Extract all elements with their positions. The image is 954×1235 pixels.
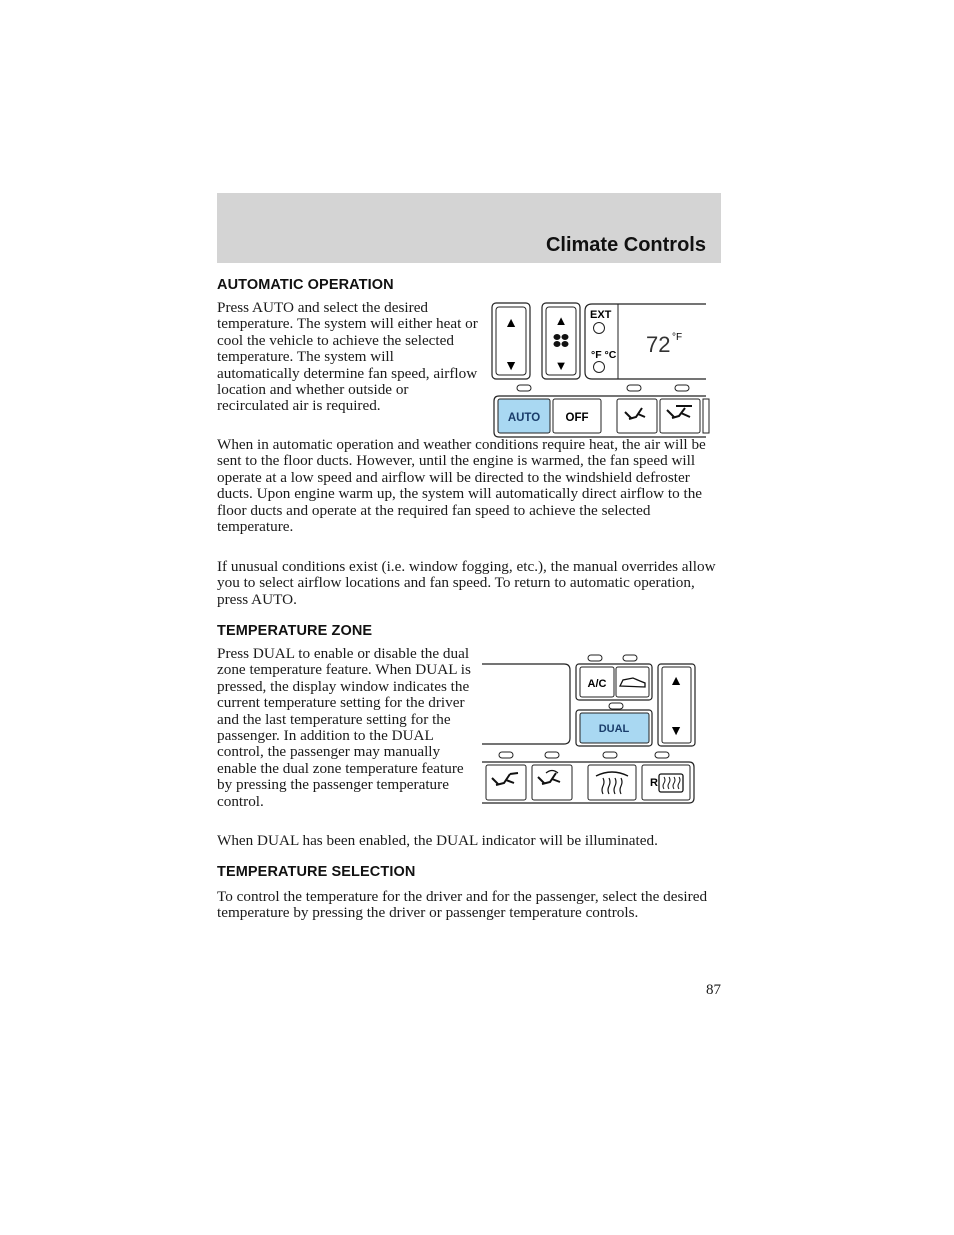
paragraph-dual-intro: Press DUAL to enable or disable the dual zone temperature feature. When DUAL is pressed, the display window indicates the current temperature setting for the driver and the last temperature setting for the passenger. In addition to the DUAL control, the passenger may manually enable the dual zone temperature feature by pressing the passenger temperature control.: [217, 645, 471, 810]
rear-defrost-label: R: [650, 777, 658, 789]
panel-floor-indicator: [545, 752, 559, 758]
page-number: 87: [706, 982, 721, 998]
climate-panel-figure-auto: [488, 300, 710, 442]
passenger-temp-down-icon: ▼: [669, 722, 683, 738]
paragraph-auto-override: If unusual conditions exist (i.e. window fogging, etc.), the manual overrides allow you to select airflow locations and fan speed. To return to automatic operation, press AUTO.: [217, 558, 716, 608]
ac-label: A/C: [587, 678, 607, 690]
unit-label: °F °C: [591, 349, 617, 361]
driver-temp-rocker[interactable]: [492, 303, 530, 379]
temp-down-icon: ▼: [504, 357, 518, 373]
rear-defrost-indicator: [655, 752, 669, 758]
passenger-temp-up-icon: ▲: [669, 672, 683, 688]
chapter-title: Climate Controls: [545, 234, 706, 256]
heading-temperature-selection: TEMPERATURE SELECTION: [217, 864, 416, 880]
fan-up-icon: ▲: [554, 313, 568, 328]
recirculate-button[interactable]: [616, 667, 649, 697]
auto-indicator: [517, 385, 531, 391]
unit-button[interactable]: [594, 362, 605, 373]
floor-defrost-button[interactable]: [660, 399, 700, 433]
panel-indicator: [499, 752, 513, 758]
paragraph-auto-heat: When in automatic operation and weather conditions require heat, the air will be sent to the floor ducts. However, until the engine is warmed, the fan speed will operate at a low speed and airflow will be directed to the windshield defroster ducts. Upon engine warm up, the system will automatically direct airflow to the floor ducts and operate at the required fan speed to achieve the selected temperature.: [217, 436, 706, 536]
front-defrost-button[interactable]: [588, 765, 636, 800]
ext-button[interactable]: [594, 323, 605, 334]
rear-defrost-button[interactable]: [642, 765, 690, 800]
defrost-indicator: [603, 752, 617, 758]
display-temperature: 72: [646, 332, 671, 357]
floor-indicator: [627, 385, 641, 391]
mix-indicator: [675, 385, 689, 391]
display-window: [585, 304, 706, 379]
passenger-temp-rocker[interactable]: [658, 664, 695, 746]
ext-label: EXT: [590, 309, 612, 321]
panel-floor-button[interactable]: [486, 765, 526, 800]
display-window: [482, 664, 570, 744]
dual-indicator: [609, 703, 623, 709]
chapter-header: [217, 193, 721, 263]
floor-defrost-button[interactable]: [532, 765, 572, 800]
off-button[interactable]: [553, 399, 601, 433]
recirc-indicator: [623, 655, 637, 661]
ac-indicator: [588, 655, 602, 661]
display-unit: °F: [672, 332, 683, 343]
auto-label: AUTO: [507, 412, 541, 424]
floor-airflow-button[interactable]: [617, 399, 657, 433]
ac-button[interactable]: [580, 667, 614, 697]
dual-button[interactable]: [580, 713, 649, 743]
paragraph-temp-selection: To control the temperature for the driver and for the passenger, select the desired temperature by pressing the driver or passenger temperature controls.: [217, 888, 708, 922]
paragraph-dual-indicator: When DUAL has been enabled, the DUAL indicator will be illuminated.: [217, 832, 658, 849]
heading-temperature-zone: TEMPERATURE ZONE: [217, 623, 373, 639]
fan-speed-rocker[interactable]: [542, 303, 580, 379]
heading-automatic-operation: AUTOMATIC OPERATION: [217, 277, 394, 293]
temp-up-icon: ▲: [504, 314, 518, 330]
fan-down-icon: ▼: [554, 358, 568, 373]
paragraph-auto-intro: Press AUTO and select the desired temperature. The system will either heat or cool the vehicle to achieve the selected temperature. The system will automatically determine fan speed, airflow location and whether outside or recirculated air is required.: [217, 299, 478, 415]
climate-panel-figure-dual: [478, 650, 700, 810]
auto-button[interactable]: [498, 399, 550, 433]
off-label: OFF: [565, 412, 589, 424]
dual-label: DUAL: [598, 723, 630, 735]
